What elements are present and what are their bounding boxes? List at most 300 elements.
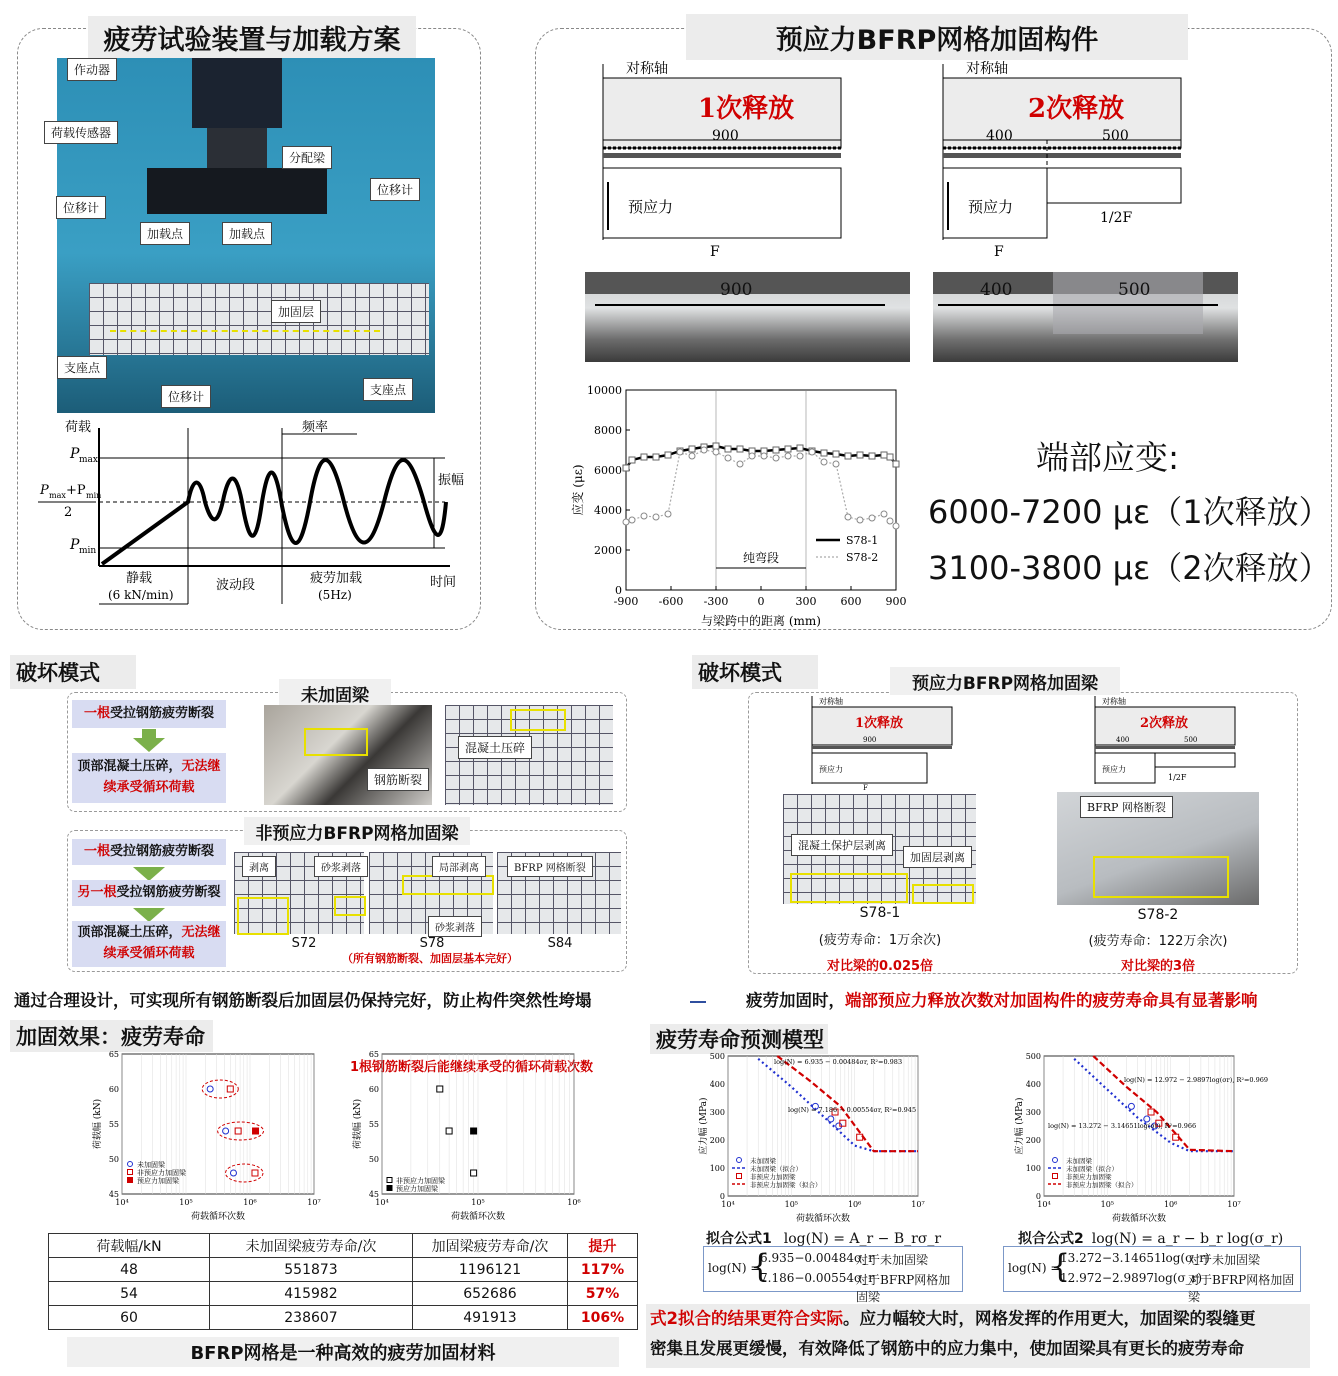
label-disp-right: 位移计: [370, 178, 420, 201]
y-tick-label: 4000: [594, 504, 622, 517]
data-point: [785, 446, 791, 452]
fr-r2-prestress: 预应力: [1102, 765, 1126, 774]
table-header: 提升: [568, 1234, 638, 1258]
data-point: [893, 523, 899, 529]
data-point: [869, 515, 875, 521]
data-point: [1148, 1109, 1154, 1115]
table-cell: 551873: [210, 1258, 413, 1282]
loading-pmin-sub: min: [79, 546, 97, 556]
middle-dash: [690, 1001, 706, 1003]
data-point: [833, 451, 839, 457]
x-tick-label: 10⁵: [471, 1198, 485, 1207]
np-spec-s78: S78: [419, 936, 445, 951]
loading-x-label: 时间: [430, 575, 457, 590]
y-tick-label: 60: [368, 1085, 379, 1094]
y-tick-label: 500: [709, 1052, 725, 1061]
y-tick-label: 0: [1035, 1192, 1041, 1201]
legend-entry: 预应力加固梁: [396, 1185, 438, 1193]
table-header: 荷载幅/kN: [49, 1234, 210, 1258]
table-row: [49, 1282, 638, 1306]
release2-force: F: [994, 244, 1004, 260]
fit1-b: 7.186−0.00554σ_r: [760, 1271, 874, 1285]
fr-r2-dim2: 500: [1184, 736, 1198, 744]
x-tick-label: 10⁵: [784, 1200, 799, 1209]
loading-pmean-sub2: min: [86, 491, 102, 500]
legend-marker: [1053, 1158, 1058, 1163]
release2-dim1: 400: [986, 128, 1013, 144]
legend-marker: [737, 1174, 742, 1179]
x-axis-label: 荷载循环次数: [450, 1212, 506, 1222]
loading-pmean-plus: +P: [66, 483, 86, 498]
data-point: [828, 1116, 834, 1122]
data-point: [749, 453, 755, 459]
model-title: 疲劳寿命预测模型: [650, 1024, 828, 1054]
loading-phase1: 静载: [126, 571, 153, 586]
y-tick-label: 300: [709, 1108, 725, 1117]
label-load-point-2: 加载点: [222, 222, 272, 245]
label-support-right: 支座点: [363, 378, 413, 401]
legend-entry: 未加固梁（拟合）: [1066, 1165, 1118, 1173]
legend-marker: [128, 1178, 133, 1183]
fit1-lhs: log(N) =: [708, 1261, 761, 1275]
release2-schematic: [936, 60, 1196, 260]
legend-entry: S78-1: [846, 534, 879, 547]
data-point: [797, 445, 803, 451]
x-tick-label: 10⁴: [721, 1200, 735, 1209]
y-axis-label: 荷载幅 (kN): [93, 1098, 103, 1150]
legend-entry: 非预应力加固梁（拟合）: [1066, 1181, 1138, 1189]
data-point: [446, 1128, 452, 1134]
loading-pmax: P: [70, 446, 80, 462]
data-point: [821, 450, 827, 456]
release1-title: 1次释放: [698, 94, 795, 124]
x-tick-label: 10⁷: [911, 1200, 925, 1209]
np-flow-2: 另一根 受拉钢筋疲劳断裂: [72, 880, 226, 906]
fit2-a: 13.272−3.14651log(σ_r): [1060, 1251, 1210, 1265]
data-point: [809, 449, 815, 455]
data-point: [223, 1128, 229, 1134]
fr-yellow-2: [912, 884, 974, 904]
fr-r1-sym: 对称轴: [819, 697, 843, 706]
label-actuator: 作动器: [67, 58, 117, 81]
fit2-a-note: 对于未加固梁: [1188, 1253, 1261, 1267]
label-support-left: 支座点: [57, 356, 107, 379]
y-tick-label: 45: [108, 1190, 119, 1199]
legend-entry: 未加固梁（拟合）: [750, 1165, 802, 1173]
table-header: 加固梁疲劳寿命/次: [413, 1234, 568, 1258]
loading-pmean-num: P: [40, 483, 49, 498]
data-point: [857, 1134, 863, 1140]
fit-line: [1093, 1056, 1234, 1151]
label-disp-left: 位移计: [56, 196, 106, 219]
specimen-beam-grid: [89, 283, 429, 355]
fit-line: [758, 1059, 918, 1151]
fit-line: [777, 1056, 918, 1151]
fit2-lhs: log(N) =: [1008, 1261, 1061, 1275]
data-point: [857, 517, 863, 523]
data-point: [881, 452, 887, 458]
legend-entry: 预应力加固梁: [137, 1177, 179, 1185]
label-disp-bottom: 位移计: [161, 385, 211, 408]
y-tick-label: 6000: [594, 464, 622, 477]
fr-r2-dim1: 400: [1116, 736, 1130, 744]
np-spec-s72: S72: [291, 936, 317, 951]
np-yellow-1: [237, 897, 289, 935]
data-point: [725, 446, 731, 452]
fr-r2-half: 1/2F: [1168, 773, 1187, 782]
sn-fit2-chart: [1000, 1048, 1269, 1228]
y-tick-label: 200: [709, 1136, 725, 1145]
legend-entry: 未加固梁: [1066, 1157, 1092, 1165]
data-point: [737, 461, 743, 467]
legend-marker: [1053, 1174, 1058, 1179]
loading-y-label: 荷载: [65, 420, 92, 435]
data-point: [641, 454, 647, 460]
data-point: [893, 461, 899, 467]
annotation: 纯弯段: [742, 551, 780, 565]
release2-photo: [933, 272, 1238, 362]
legend-marker: [128, 1162, 133, 1167]
release2-half-force: 1/2F: [1100, 210, 1133, 226]
table-cell: 1196121: [413, 1258, 568, 1282]
x-tick-label: 10⁵: [179, 1198, 193, 1207]
actuator-block: [192, 58, 282, 128]
unstr-label-crush: 混凝土压碎: [458, 736, 532, 759]
y-axis-label: 应力幅 (MPa): [699, 1097, 709, 1155]
y-tick-label: 100: [709, 1164, 725, 1173]
loading-phase3: 疲劳加载: [310, 571, 363, 586]
data-point: [689, 446, 695, 452]
x-axis-label: 与梁跨中的距离 (mm): [701, 614, 821, 628]
chart2-title: 1根钢筋断裂后能继续承受的循环荷载次数: [350, 1060, 594, 1075]
fr-release2-schematic: [1088, 694, 1248, 790]
table-cell: 415982: [210, 1282, 413, 1306]
fit1-b-note: 对于BFRP网格加固梁: [856, 1273, 951, 1304]
data-point: [761, 453, 767, 459]
model-conclusion: 式2拟合的结果更符合实际。应力幅较大时，网格发挥的作用更大，加固梁的裂缝更 密集且发展更缓慢，有效降低了钢筋中的应力集中，使加固梁具有更长的疲劳寿命: [646, 1304, 1310, 1368]
fit1-brace: {: [750, 1247, 771, 1285]
data-point: [701, 447, 707, 453]
annotation: log(N) = 13.272 − 3.14651log(σr), R²=0.966: [1048, 1122, 1197, 1130]
loading-phase1-note: (6 kN/min): [108, 588, 174, 602]
fr-label-cover: 混凝土保护层剥离: [791, 834, 893, 856]
legend-marker: [387, 1178, 392, 1183]
table-cell: 491913: [413, 1306, 568, 1330]
fr-s1-ratio: 对比梁的0.025倍: [826, 959, 934, 974]
data-point: [887, 454, 893, 460]
table-cell: 117%: [568, 1258, 638, 1282]
unstr-arrow: [133, 738, 165, 752]
load-cell-block: [207, 128, 267, 168]
x-tick-label: 600: [840, 595, 862, 608]
distribution-beam-block: [147, 168, 327, 214]
np-title: 非预应力BFRP网格加固梁: [244, 817, 470, 845]
loading-pmean-sub1: max: [49, 491, 66, 500]
x-tick-label: -600: [658, 595, 684, 608]
y-tick-label: 60: [108, 1085, 119, 1094]
failure-left-conclusion: 通过合理设计，可实现所有钢筋断裂后加固层仍保持完好，防止构件突然性垮塌: [14, 991, 592, 1010]
data-point: [437, 1086, 443, 1092]
loading-pmax-sub: max: [79, 455, 98, 465]
y-tick-label: 0: [719, 1192, 725, 1201]
fr-s1-life: (疲劳寿命：1万余次): [818, 933, 942, 948]
unstr-flow-2: 顶部混凝土压碎，无法继续承受循环荷载: [72, 753, 226, 803]
y-tick-label: 10000: [587, 384, 622, 397]
data-point: [665, 452, 671, 458]
x-tick-label: 10⁴: [375, 1198, 389, 1207]
data-point: [653, 514, 659, 520]
y-tick-label: 100: [1025, 1164, 1041, 1173]
data-point: [857, 452, 863, 458]
table-cell: 106%: [568, 1306, 638, 1330]
fr-r2-title: 2次释放: [1140, 716, 1189, 731]
x-tick-label: 300: [795, 595, 817, 608]
data-point: [227, 1086, 233, 1092]
data-point: [471, 1170, 477, 1176]
y-tick-label: 65: [108, 1050, 119, 1059]
fit2-b-note: 对于BFRP网格加固梁: [1188, 1273, 1295, 1304]
unstrengthened-title: 未加固梁: [279, 679, 391, 707]
loading-amp: 振幅: [438, 473, 465, 488]
x-tick-label: 10⁶: [1163, 1200, 1178, 1209]
end-strain-1: 6000-7200 με（1次释放）: [928, 493, 1331, 531]
table-row: [49, 1306, 638, 1330]
x-tick-label: 10⁴: [1037, 1200, 1051, 1209]
data-point: [785, 453, 791, 459]
legend-entry: 非预应力加固梁: [750, 1173, 796, 1181]
data-point: [471, 1128, 477, 1134]
label-load-point-1: 加载点: [140, 222, 190, 245]
x-tick-label: 10⁴: [115, 1198, 129, 1207]
x-axis-label: 荷载循环次数: [190, 1212, 246, 1222]
y-axis-label: 荷载幅 (kN): [353, 1098, 363, 1150]
data-point: [689, 453, 695, 459]
release1-prestress: 预应力: [628, 198, 674, 216]
np-arrow-1: [133, 867, 165, 881]
x-axis-label: 荷载循环次数: [1111, 1214, 1167, 1224]
np-label-b: 砂浆剥落: [314, 856, 368, 877]
data-point: [677, 449, 683, 455]
label-strengthening-layer: 加固层: [271, 300, 321, 323]
x-tick-label: -300: [703, 595, 729, 608]
data-point: [253, 1128, 259, 1134]
fr-s1: S78-1: [859, 905, 901, 921]
fr-yellow-3: [1093, 856, 1229, 898]
data-point: [737, 446, 743, 452]
loading-protocol-diagram: [30, 416, 470, 606]
y-tick-label: 8000: [594, 424, 622, 437]
prestress-title: 预应力BFRP网格加固构件: [686, 14, 1188, 60]
strengthening-line: [110, 330, 380, 332]
np-label-d: 砂浆剥落: [428, 916, 482, 937]
y-tick-label: 65: [368, 1050, 379, 1059]
annotation: log(N) = 7.186 − 0.00554σr, R²=0.945: [788, 1106, 917, 1114]
fatigue-table: [48, 1233, 638, 1330]
fit2-formula: [1003, 1246, 1301, 1304]
annotation: log(N) = 12.972 − 2.9897log(σr), R²=0.969: [1124, 1076, 1269, 1084]
fr-label-grid: BFRP 网格断裂: [1080, 796, 1173, 818]
x-tick-label: 900: [885, 595, 907, 608]
table-cell: 238607: [210, 1306, 413, 1330]
fit1-label: 拟合公式1 log(N) = A_r − B_rσ_r: [706, 1231, 942, 1247]
unstr-yellow-box-1: [304, 728, 368, 756]
effect-conclusion: BFRP网格是一种高效的疲劳加固材料: [67, 1337, 619, 1367]
fit1-formula: [703, 1246, 963, 1304]
data-point: [629, 457, 635, 463]
fr-s2: S78-2: [1137, 907, 1179, 923]
data-point: [881, 511, 887, 517]
data-point: [713, 449, 719, 455]
y-tick-label: 2000: [594, 544, 622, 557]
table-header-row: [49, 1234, 638, 1258]
x-tick-label: -900: [613, 595, 639, 608]
y-tick-label: 55: [108, 1120, 119, 1129]
release1-schematic: [596, 60, 856, 260]
release1-force: F: [710, 244, 720, 260]
release2-sym-axis: 对称轴: [966, 61, 1008, 77]
y-tick-label: 300: [1025, 1108, 1041, 1117]
fr-release1-schematic: [805, 694, 965, 790]
release2-title: 2次释放: [1028, 94, 1125, 124]
fr-r1-title: 1次释放: [855, 716, 904, 731]
failure-right-sub-title: 预应力BFRP网格加固梁: [890, 667, 1120, 695]
release2-prestress: 预应力: [968, 198, 1014, 216]
y-tick-label: 50: [108, 1155, 119, 1164]
np-note: （所有钢筋断裂、加固层基本完好）: [342, 952, 518, 965]
setup-title: 疲劳试验装置与加载方案: [88, 16, 416, 58]
np-flow-3: 顶部混凝土压碎，无法继续承受循环荷载: [72, 921, 226, 967]
legend-entry: 非预应力加固梁: [137, 1169, 186, 1177]
np-label-c: 局部剥离: [432, 856, 486, 877]
data-point: [773, 455, 779, 461]
data-point: [665, 511, 671, 517]
fr-r1-prestress: 预应力: [819, 765, 843, 774]
np-flow-1: 一根 受拉钢筋疲劳断裂: [72, 839, 226, 865]
x-tick-label: 10⁶: [847, 1200, 862, 1209]
y-axis-label: 应力幅 (MPa): [1015, 1097, 1025, 1155]
fit1-a-note: 对于未加固梁: [856, 1253, 929, 1267]
table-cell: 54: [49, 1282, 210, 1306]
fr-yellow-1: [790, 873, 908, 903]
fit-line: [1074, 1059, 1234, 1151]
data-point: [653, 454, 659, 460]
legend-entry: 未加固梁: [137, 1161, 165, 1169]
end-strain-2: 3100-3800 με（2次释放）: [928, 549, 1331, 587]
end-strain-title: 端部应变:: [1036, 438, 1180, 477]
data-point: [713, 443, 719, 449]
np-yellow-2: [334, 896, 366, 916]
legend-entry: 非预应力加固梁: [1066, 1173, 1112, 1181]
legend-marker: [737, 1158, 742, 1163]
x-tick-label: 10⁷: [1227, 1200, 1241, 1209]
legend-marker: [128, 1170, 133, 1175]
fatigue-life-chart: [88, 1044, 328, 1230]
x-axis-label: 荷载循环次数: [795, 1214, 851, 1224]
data-point: [887, 518, 893, 524]
loading-phase2: 波动段: [216, 578, 256, 593]
y-tick-label: 0: [615, 584, 622, 597]
data-point: [207, 1086, 213, 1092]
fr-s2-ratio: 对比梁的3倍: [1120, 959, 1196, 974]
table-cell: 652686: [413, 1282, 568, 1306]
data-point: [641, 513, 647, 519]
np-spec-s84: S84: [547, 936, 573, 951]
x-tick-label: 10⁷: [307, 1198, 321, 1207]
np-label-a: 剥离: [242, 856, 276, 877]
y-axis-label: 应变 (με): [571, 464, 585, 516]
loading-pmean-den: 2: [64, 505, 73, 520]
y-tick-label: 200: [1025, 1136, 1041, 1145]
data-point: [845, 514, 851, 520]
data-point: [869, 453, 875, 459]
legend-marker: [387, 1186, 392, 1191]
annotation: log(N) = 6.935 − 0.00484σr, R²=0.983: [774, 1058, 903, 1066]
unstr-yellow-box-2: [510, 709, 566, 731]
data-point: [797, 453, 803, 459]
loading-phase3-note: (5Hz): [318, 588, 352, 602]
data-point: [623, 465, 629, 471]
fr-conclusion: 疲劳加固时，端部预应力释放次数对加固构件的疲劳寿命具有显著影响: [746, 991, 1258, 1010]
fit1-a: 6.935−0.00484σ_r: [760, 1251, 874, 1265]
release1-dim: 900: [712, 128, 739, 144]
table-row: [49, 1258, 638, 1282]
x-tick-label: 0: [757, 595, 765, 608]
fit2-brace: {: [1050, 1247, 1071, 1285]
table-header: 未加固梁疲劳寿命/次: [210, 1234, 413, 1258]
strain-distribution-chart: [568, 380, 908, 630]
fr-r1-force: F: [863, 784, 868, 792]
data-point: [773, 447, 779, 453]
release2-photo-dim1: 400: [980, 280, 1013, 300]
highlight-ellipse: [225, 1164, 262, 1182]
fr-r2-sym: 对称轴: [1102, 697, 1126, 706]
np-yellow-3: [402, 875, 494, 895]
legend-entry: 非预应力加固梁（拟合）: [750, 1181, 822, 1189]
cycles-after-fracture-chart: [348, 1044, 588, 1230]
data-point: [629, 517, 635, 523]
data-point: [1128, 1103, 1134, 1109]
legend-entry: 未加固梁: [750, 1157, 776, 1165]
y-tick-label: 55: [368, 1120, 379, 1129]
fit2-label: 拟合公式2 log(N) = a_r − b_r log(σ_r): [1018, 1231, 1284, 1247]
np-arrow-2: [133, 908, 165, 922]
release2-photo-dim2: 500: [1118, 280, 1151, 300]
fr-r1-dim: 900: [863, 736, 877, 744]
y-tick-label: 45: [368, 1190, 379, 1199]
release1-photo-dim: 900: [720, 280, 753, 300]
data-point: [821, 459, 827, 465]
x-tick-label: 10⁶: [567, 1198, 581, 1207]
y-tick-label: 400: [1025, 1080, 1041, 1089]
release2-dim2: 500: [1102, 128, 1129, 144]
data-point: [623, 519, 629, 525]
sn-fit1-chart: [684, 1048, 934, 1228]
x-tick-label: 10⁶: [243, 1198, 257, 1207]
fit2-b: 12.972−2.9897log(σ_r): [1060, 1271, 1203, 1285]
legend-entry: S78-2: [846, 551, 879, 564]
unstr-flow-1: 一根 受拉钢筋疲劳断裂: [72, 700, 226, 728]
data-point: [833, 461, 839, 467]
loading-pmin: P: [70, 537, 80, 553]
fr-s2-life: (疲劳寿命：122万余次): [1088, 934, 1228, 949]
release1-sym-axis: 对称轴: [626, 61, 668, 77]
np-label-e: BFRP 网格断裂: [507, 856, 593, 877]
failure-left-title: 破坏模式: [10, 655, 136, 689]
y-tick-label: 50: [368, 1155, 379, 1164]
effect-title: 加固效果：疲劳寿命: [10, 1020, 213, 1052]
legend-entry: 非预应力加固梁: [396, 1177, 445, 1185]
unstr-label-rebar: 钢筋断裂: [367, 768, 429, 791]
